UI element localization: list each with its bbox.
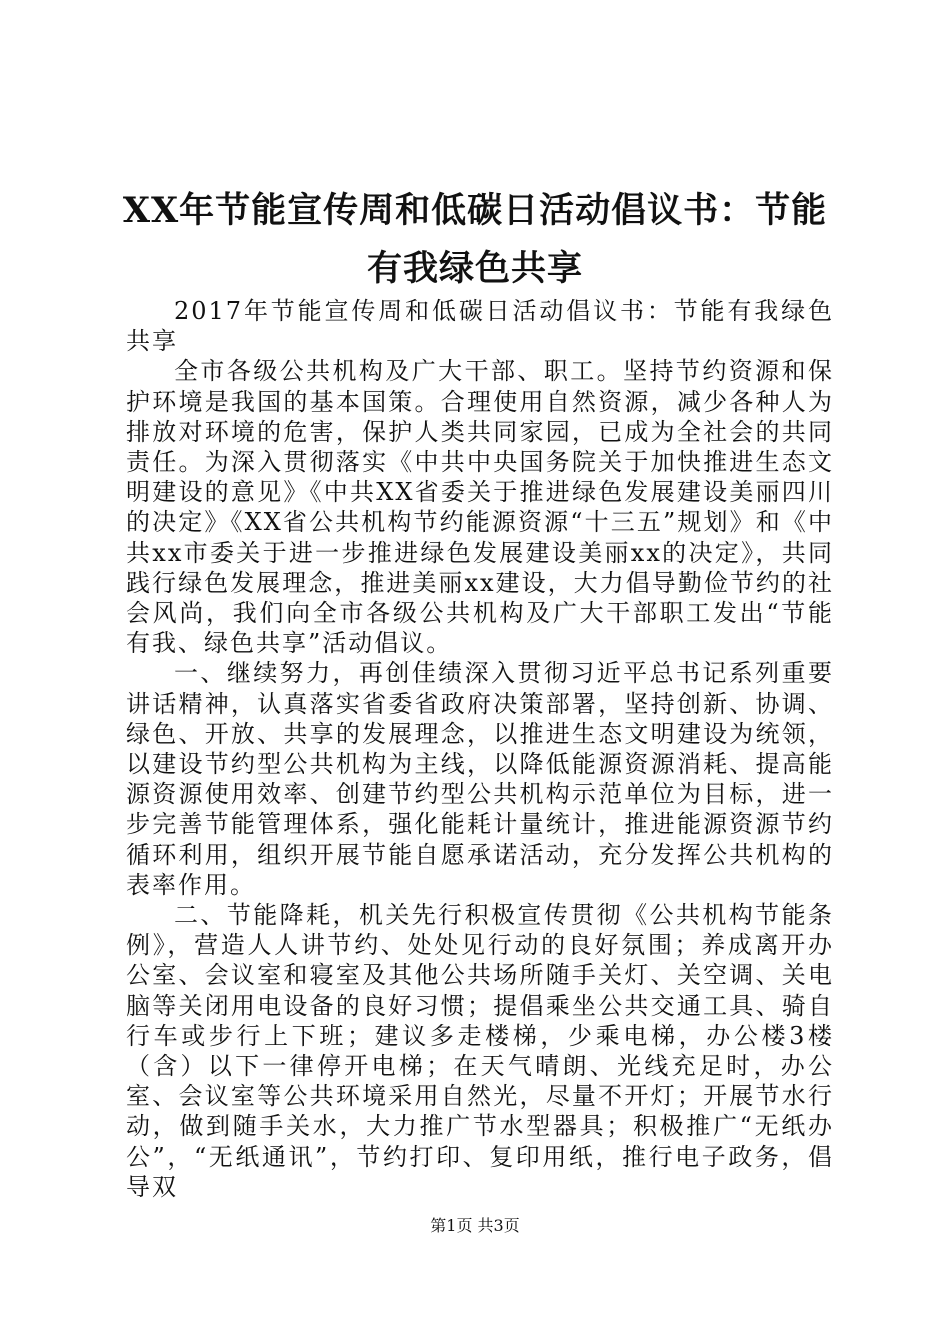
document-body	[126, 296, 834, 1202]
document-title: XX年节能宣传周和低碳日活动倡议书：节能有我绿色共享	[122, 190, 828, 289]
paragraph-subtitle: 2017年节能宣传周和低碳日活动倡议书：节能有我绿色共享	[126, 297, 834, 356]
paragraph-section-one: 一、继续努力，再创佳绩深入贯彻习近平总书记系列重要讲话精神，认真落实省委省政府决策部署，坚持创新、协调、绿色、开放、共享的发展理念，以推进生态文明建设为统领，以建设节约型公共机构为主线，以降低能源资源消耗、提高能源资源使用效率、创建节约型公共机构示范单位为目标，进一步完善节能管理体系，强化能耗计量统计，推进能源资源节约循环利用，组织开展节能自愿承诺活动，充分发挥公共机构的表率作用。	[126, 659, 834, 899]
paragraph-section-two: 二、节能降耗，机关先行积极宣传贯彻《公共机构节能条例》，营造人人讲节约、处处见行动的良好氛围；养成离开办公室、会议室和寝室及其他公共场所随手关灯、关空调、关电脑等关闭用电设备的良好习惯；提倡乘坐公共交通工具、骑自行车或步行上下班；建议多走楼梯，少乘电梯，办公楼3楼（含）以下一律停开电梯；在天气晴朗、光线充足时，办公室、会议室等公共环境采用自然光，尽量不开灯；开展节水行动，做到随手关水，大力推广节水型器具；积极推广“无纸办公”，“无纸通讯”，节约打印、复印用纸，推行电子政务，倡导双	[126, 901, 834, 1201]
paragraph-intro: 全市各级公共机构及广大干部、职工。坚持节约资源和保护环境是我国的基本国策。合理使用自然资源，减少各种人为排放对环境的危害，保护人类共同家园，已成为全社会的共同责任。为深入贯彻落实《中共中央国务院关于加快推进生态文明建设的意见》《中共XX省委关于推进绿色发展建设美丽四川的决定》《XX省公共机构节约能源资源“十三五”规划》和《中共xx市委关于进一步推进绿色发展建设美丽xx的决定》，共同践行绿色发展理念，推进美丽xx建设，大力倡导勤俭节约的社会风尚，我们向全市各级公共机构及广大干部职工发出“节能有我、绿色共享”活动倡议。	[126, 357, 834, 658]
page-number-footer: 第1页 共3页	[430, 1216, 520, 1235]
